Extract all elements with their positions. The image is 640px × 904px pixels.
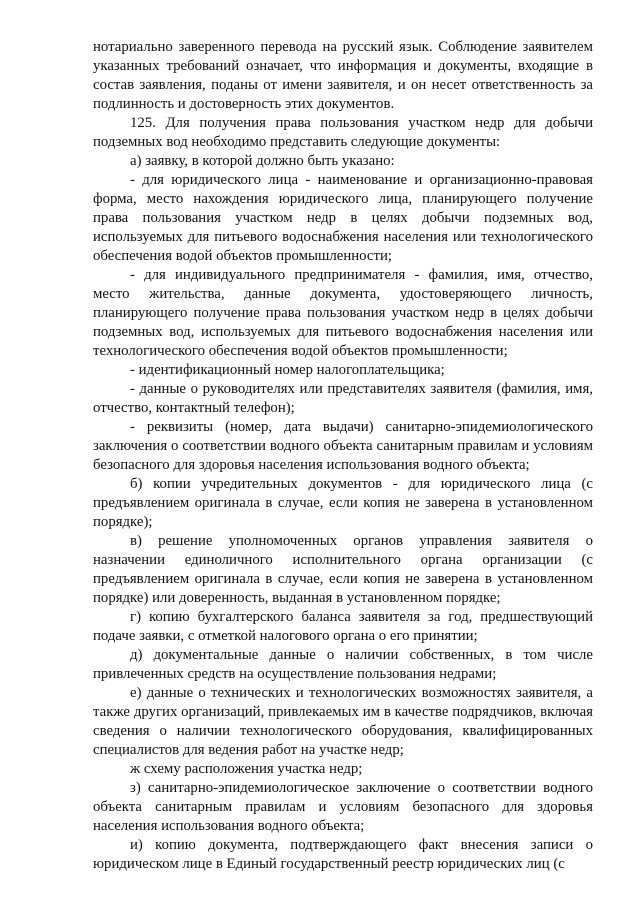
- paragraph-item-z: з) санитарно-эпидемиологическое заключение о соответствии водного объекта санитарным правилам и условиям безопасного для здоровья населения использования водного объекта;: [93, 780, 593, 834]
- paragraph-item-b: б) копии учредительных документов - для юридического лица (с предъявлением оригинала в случае, если копия не заверена в установленном порядке);: [93, 476, 593, 530]
- paragraph-125: 125. Для получения права пользования участком недр для добычи подземных вод необходимо представить следующие документы:: [93, 115, 593, 150]
- paragraph-item-d: д) документальные данные о наличии собственных, в том числе привлеченных средств на осуществление пользования недрами;: [93, 647, 593, 682]
- document-page: [93, 38, 593, 874]
- paragraph-item-a-entrepreneur: - для индивидуального предпринимателя - фамилия, имя, отчество, место жительства, данные документа, удостоверяющего личность, планирующего получение права пользования участком недр в целях добычи подземных вод, используемых для питьевого водоснабжения населения или технологического обеспечения водой объектов промышленности;: [93, 267, 593, 359]
- paragraph-item-a-legal-entity: - для юридического лица - наименование и организационно-правовая форма, место нахождения юридического лица, планирующего получение права пользования участком недр в целях добычи подземных вод, используемых для питьевого водоснабжения населения или технологического обеспечения водой объектов промышленности;: [93, 172, 593, 264]
- paragraph-item-v: в) решение уполномоченных органов управления заявителя о назначении единоличного исполнительного органа организации (с предъявлением оригинала в случае, если копия не заверена в установленном порядке) или доверенность, выданная в установленном порядке;: [93, 533, 593, 606]
- paragraph-item-i: и) копию документа, подтверждающего факт внесения записи о юридическом лице в Единый государственный реестр юридических лиц (с: [93, 837, 593, 872]
- paragraph-item-a-managers: - данные о руководителях или представителях заявителя (фамилия, имя, отчество, контактный телефон);: [93, 381, 593, 416]
- paragraph-item-a: а) заявку, в которой должно быть указано:: [130, 153, 395, 169]
- paragraph-item-g: г) копию бухгалтерского баланса заявителя за год, предшествующий подаче заявки, с отметкой налогового органа о его принятии;: [93, 609, 593, 644]
- paragraph-continuation: нотариально заверенного перевода на русский язык. Соблюдение заявителем указанных требований означает, что информация и документы, входящие в состав заявления, поданы от имени заявителя, и он несет ответственность за подлинность и достоверность этих документов.: [93, 39, 593, 112]
- paragraph-item-e: е) данные о технических и технологических возможностях заявителя, а также других организаций, привлекаемых им в качестве подрядчиков, включая сведения о наличии технологического оборудования, квалифицированных специалистов для ведения работ на участке недр;: [93, 685, 593, 758]
- paragraph-item-zh: ж схему расположения участка недр;: [130, 761, 363, 777]
- paragraph-item-a-inn: - идентификационный номер налогоплательщика;: [130, 362, 445, 378]
- paragraph-item-a-requisites: - реквизиты (номер, дата выдачи) санитарно-эпидемиологического заключения о соответствии водного объекта санитарным правилам и условиям безопасного для здоровья населения использования водного объекта;: [93, 419, 593, 473]
